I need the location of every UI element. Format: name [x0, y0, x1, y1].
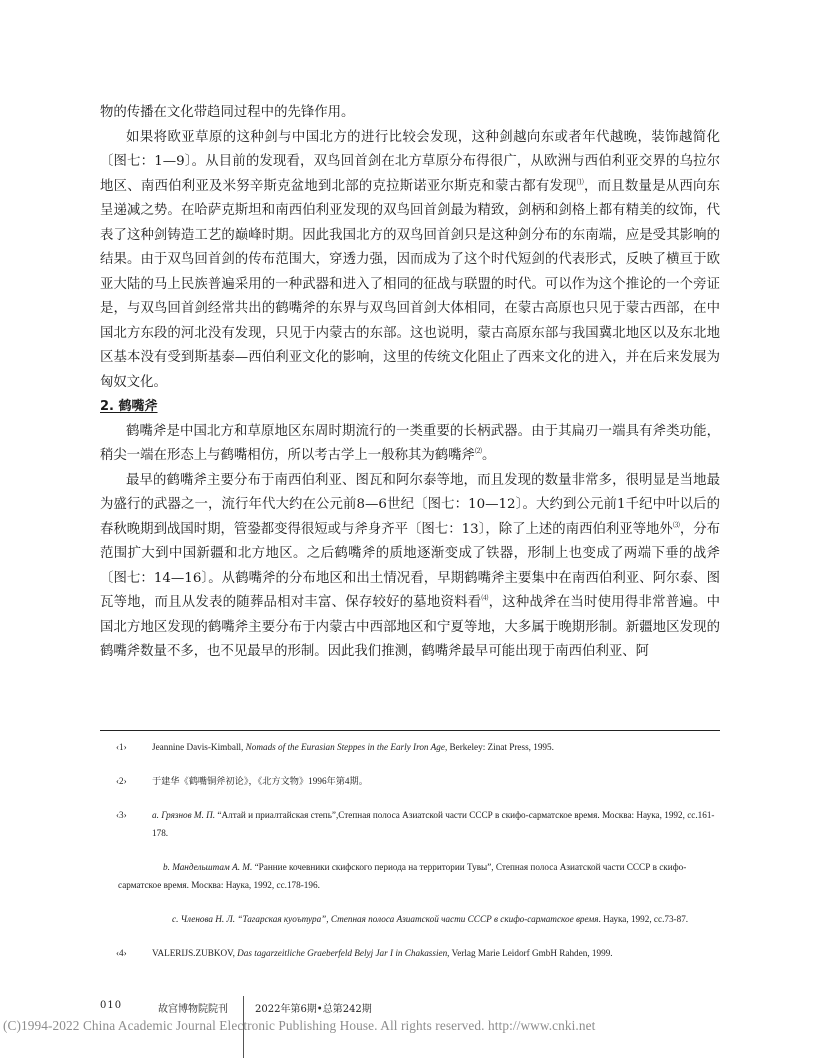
footnote-ref[interactable]: ⑴	[576, 177, 585, 186]
footnote-title: Das tagarzeitliche Graeberfeld Belyj Jar I in Chakassien	[237, 948, 448, 958]
footnote-author: Jeannine Davis-Kimball,	[152, 742, 246, 752]
footnote-3a	[118, 806, 722, 842]
copyright-watermark: (C)1994-2022 China Academic Journal Electronic Publishing House. All rights reserved. http://www.cnki.net	[3, 1018, 596, 1033]
issue-info: 2022年第6期•总第242期	[255, 1004, 372, 1015]
journal-name: 故宫博物院院刊	[158, 1004, 228, 1015]
footnote-source: Степная полоса Азиатской части СССР в скифо-сарматское время	[330, 914, 599, 924]
paragraph-continuation: 物的传播在文化带趋同过程中的先锋作用。	[100, 105, 355, 120]
footnotes	[118, 738, 722, 966]
page-number: 010	[100, 1000, 123, 1011]
footnote-source: “Алтай и приалтайская степь”,Степная полоса Азиатской части СССР в скифо-сарматское время. Москва: Наука, 1992, сс.161-178.	[152, 810, 715, 838]
footnote-number: ‹3›	[116, 810, 127, 820]
paragraph-axe-distribution	[100, 469, 720, 665]
footnote-3c	[118, 910, 722, 928]
article-body	[100, 101, 720, 665]
footnote-text: 于建华《鹤嘴铜斧初论》，《北方文物》1996年第4期。	[152, 776, 368, 786]
footnote-author: VALERIJS.ZUBKOV,	[152, 948, 238, 958]
footnote-number: ‹1›	[116, 742, 127, 752]
footnote-1	[118, 738, 722, 756]
footnote-ref[interactable]: ⑶	[672, 520, 680, 529]
footnote-author: c. Членова Н. Л.	[172, 914, 238, 924]
paragraph-axe-definition	[100, 420, 720, 469]
footnote-3b	[118, 858, 722, 894]
section-heading	[100, 395, 720, 420]
footnote-divider	[100, 730, 720, 731]
footnote-text	[118, 806, 722, 842]
footnote-4	[118, 944, 722, 962]
footnote-title: Nomads of the Eurasian Steppes in the Early Iron Age	[245, 742, 445, 752]
footnote-author: a. Грязнов М. П.	[152, 810, 218, 820]
footnote-author: b. Мандельштам А. М.	[163, 862, 255, 872]
paragraph-text: 鹤嘴斧是中国北方和草原地区东周时期流行的一类重要的长柄武器。由于其扁刃一端具有斧类功能，稍尖一端在形态上与鹤嘴相仿，所以考古学上一般称其为鹤嘴斧	[100, 423, 720, 463]
section-heading-text: 2. 鹤嘴斧	[100, 399, 158, 414]
footnote-2	[118, 772, 722, 790]
paragraph-text: 。	[481, 448, 496, 463]
footnote-publisher: . Наука, 1992, сс.73-87.	[598, 914, 689, 924]
paragraph-sword-comparison	[100, 126, 720, 396]
footnote-ref[interactable]: ⑵	[474, 447, 482, 455]
footnote-text	[118, 910, 722, 928]
paragraph-text: ，分布范围扩大到中国新疆和北方地区。之后鹤嘴斧的质地逐渐变成了铁器，形制上也变成了两端下垂的战斧〔图七：14—16〕。从鹤嘴斧的分布地区和出土情况看，早期鹤嘴斧主要集中在南西伯利亚、阿尔泰、图瓦等地，而且从发表的随葬品相对丰富、保存较好的墓地资料看	[100, 521, 721, 610]
paragraph-text: 最早的鹤嘴斧主要分布于南西伯利亚、图瓦和阿尔泰等地，而且发现的数量非常多，很明显是当地最为盛行的武器之一，流行年代大约在公元前8—6世纪〔图七：10—12〕。大约到公元前1千纪中叶以后的春秋晚期到战国时期，管銎都变得很短或与斧身齐平〔图七：13〕，除了上述的南西伯利亚等地外	[100, 472, 720, 537]
footnote-text	[118, 858, 722, 894]
footnote-number: ‹2›	[116, 776, 127, 786]
footnote-publisher: , Berkeley: Zinat Press, 1995.	[444, 742, 554, 752]
footnote-title: “Тагарская куоътура”,	[237, 914, 331, 924]
footnote-number: ‹4›	[116, 948, 127, 958]
footnote-source: “Ранние кочевники скифского периода на территории Тувы”, Степная полоса Азиатской части СССР в скифо-сарматское время. Москва: Наука, 1992, сс.178-196.	[118, 862, 687, 890]
footnote-publisher: , Verlag Marie Leidorf GmbH Rahden, 1999.	[447, 948, 613, 958]
paragraph-text: ，而且数量是从西向东呈递减之势。在哈萨克斯坦和南西伯利亚发现的双鸟回首剑最为精致，剑柄和剑格上都有精美的纹饰，代表了这种剑铸造工艺的巅峰时期。因此我国北方的双鸟回首剑只是这种剑分布的东南端，应是受其影响的结果。由于双鸟回首剑的传布范围大，穿透力强，因而成为了这个时代短剑的代表形式，反映了横亘于欧亚大陆的马上民族普遍采用的一种武器和进入了相同的征战与联盟的时代。可以作为这个推论的一个旁证是，与双鸟回首剑经常共出的鹤嘴斧的东界与双鸟回首剑大体相同，在蒙古高原也只见于蒙古西部，在中国北方东段的河北没有发现，只见于内蒙古的东部。这也说明，蒙古高原东部与我国冀北地区以及东北地区基本没有受到斯基泰—西伯利亚文化的影响，这里的传统文化阻止了西来文化的进入，并在后来发展为匈奴文化。	[100, 178, 721, 390]
paragraph-text: ，这种战斧在当时使用得非常普遍。中国北方地区发现的鹤嘴斧主要分布于内蒙古中西部地区和宁夏等地，大多属于晚期形制。新疆地区发现的鹤嘴斧数量不多，也不见最早的形制。因此我们推测，鹤嘴斧最早可能出现于南西伯利亚、阿	[100, 595, 721, 659]
footnote-ref[interactable]: ⑷	[481, 594, 489, 602]
footnote-text	[118, 738, 722, 756]
footnote-text	[118, 944, 722, 962]
paragraph-text: 如果将欧亚草原的这种剑与中国北方的进行比较会发现，这种剑越向东或者年代越晚，装饰越简化〔图七：1—9〕。从目前的发现看，双鸟回首剑在北方草原分布得很广，从欧洲与西伯利亚交界的乌拉尔地区、南西伯利亚及米努辛斯克盆地到北部的克拉斯诺亚尔斯克和蒙古都有发现	[100, 129, 720, 194]
